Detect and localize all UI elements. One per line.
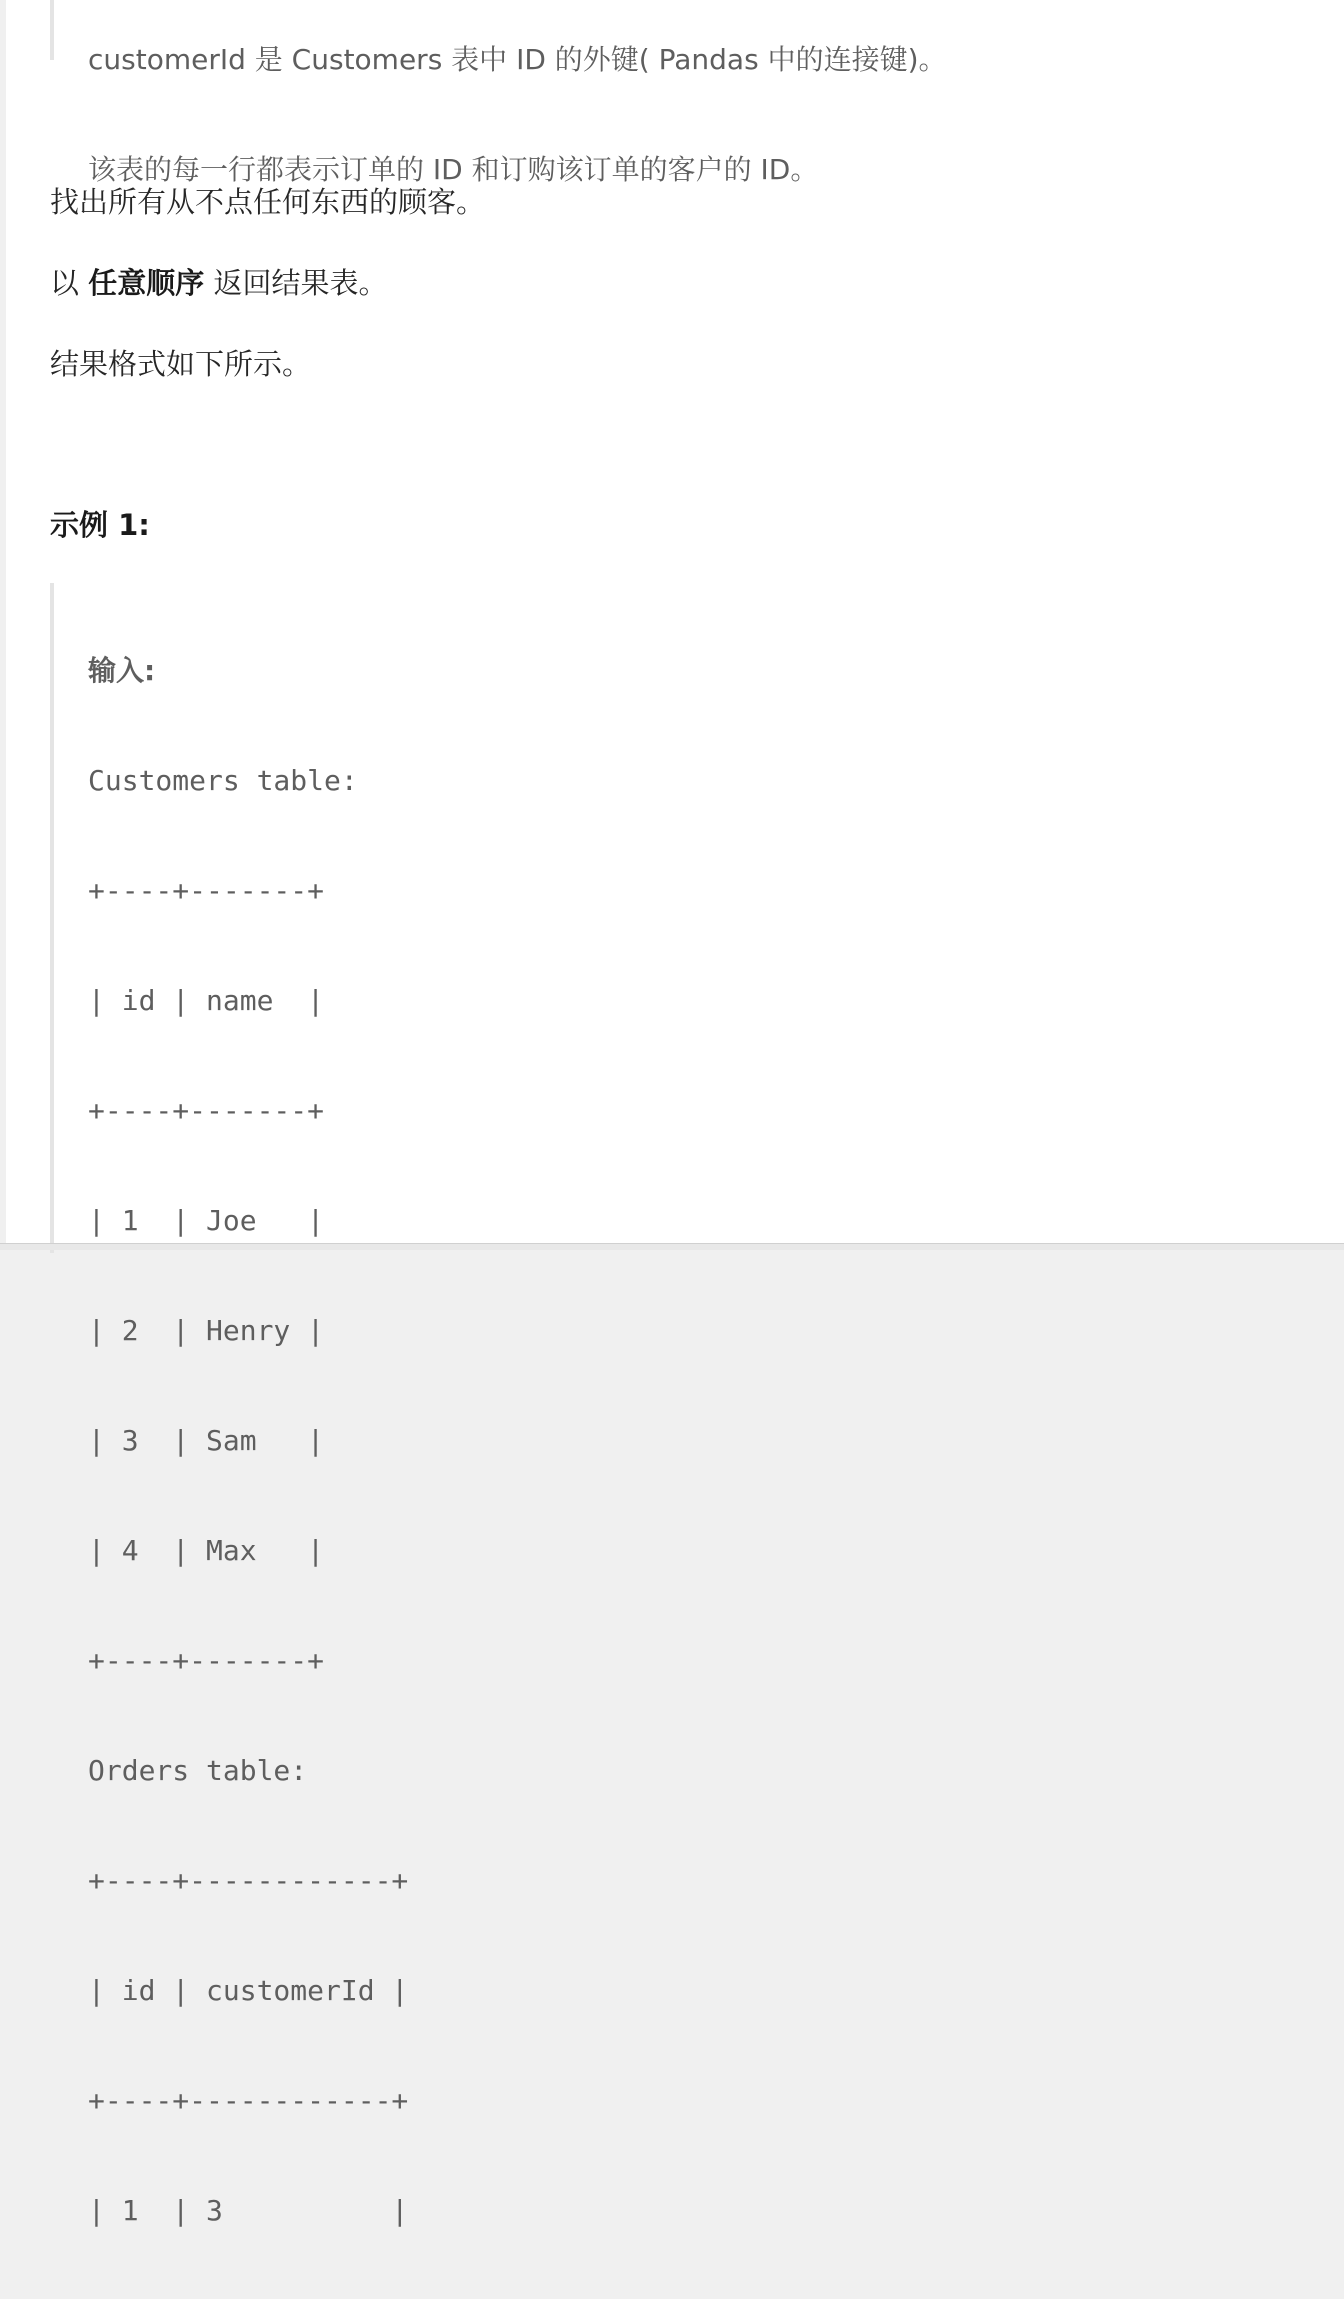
example-line: +----+------------+ <box>88 1864 409 1897</box>
example-heading: 示例 1: <box>50 508 150 542</box>
example-block <box>50 583 409 2227</box>
example-line: Orders table: <box>88 1754 308 1787</box>
example-line: +----+-------+ <box>88 1644 325 1677</box>
problem-description-page <box>6 0 1344 2227</box>
example-line: | 2 | Henry | <box>88 1314 325 1347</box>
order-emphasis: 任意顺序 <box>88 266 205 300</box>
example-line: | 1 | 3 | <box>88 2194 409 2227</box>
order-suffix: 返回结果表。 <box>204 266 388 300</box>
example-line: | 1 | Joe | <box>88 1204 325 1237</box>
schema-note-line-1: customerId 是 Customers 表中 ID 的外键( Pandas 中的连接键)。 <box>88 43 947 76</box>
order-instruction <box>50 263 387 303</box>
example-line: +----+-------+ <box>88 874 325 907</box>
example-line: +----+------------+ <box>88 2084 409 2117</box>
example-line: | id | customerId | <box>88 1974 409 2007</box>
example-line: +----+-------+ <box>88 1094 325 1127</box>
problem-statement: 找出所有从不点任何东西的顾客。 <box>50 185 486 219</box>
horizontal-scrollbar[interactable] <box>0 1243 1344 1250</box>
format-note: 结果格式如下所示。 <box>50 347 312 381</box>
example-line: | 4 | Max | <box>88 1534 325 1567</box>
example-line: | id | name | <box>88 984 325 1017</box>
order-prefix: 以 <box>50 266 89 300</box>
schema-note-block <box>50 0 947 186</box>
example-line: | 3 | Sam | <box>88 1424 325 1457</box>
example-line: Customers table: <box>88 764 358 797</box>
input-label: 输入: <box>88 654 156 687</box>
schema-note-line-2: 该表的每一行都表示订单的 ID 和订购该订单的客户的 ID。 <box>88 153 819 186</box>
